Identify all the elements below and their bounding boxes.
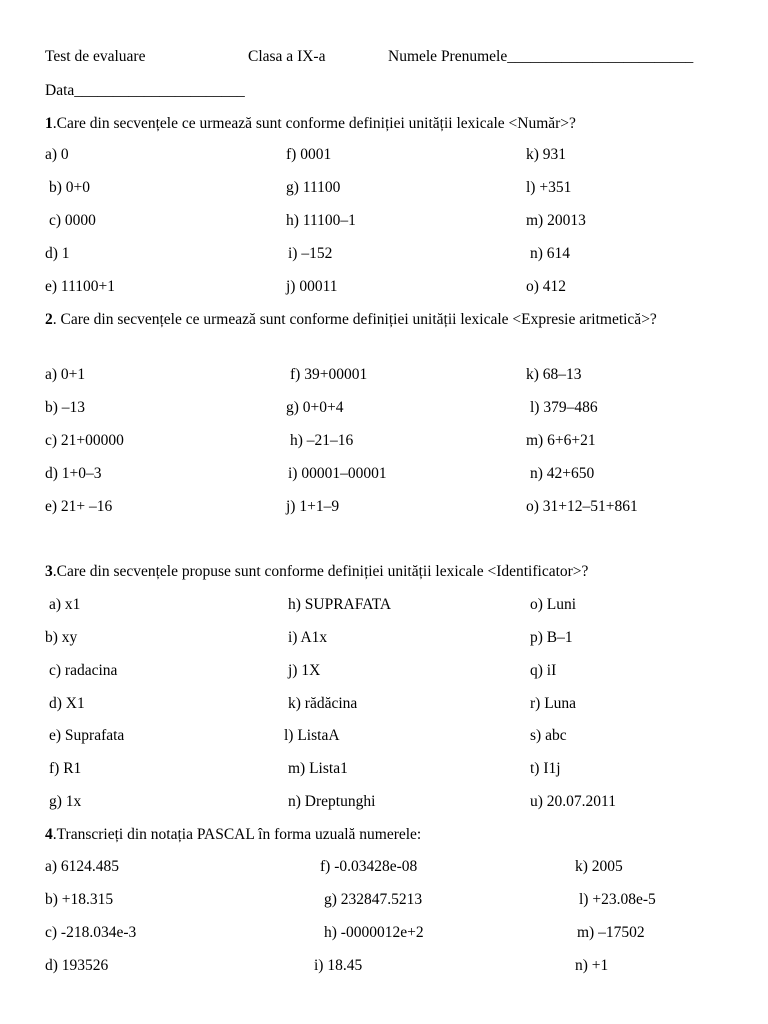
question-text: .Care din secvențele ce urmează sunt conforme definiției unității lexicale <Număr>?: [52, 115, 576, 132]
option: n) +1: [575, 957, 609, 974]
option: s) abc: [530, 727, 567, 744]
option: b) +18.315: [45, 891, 114, 908]
option: e) Suprafata: [49, 727, 125, 744]
option: a) x1: [49, 596, 81, 613]
option: n) Dreptunghi: [288, 793, 376, 810]
option: h) -0000012e+2: [324, 924, 424, 941]
option: q) iI: [530, 662, 557, 679]
option: h) SUPRAFATA: [288, 596, 392, 613]
option: o) 31+12–51+861: [526, 498, 638, 515]
option: k) rădăcina: [288, 695, 358, 712]
option: h) –21–16: [290, 432, 354, 449]
option: c) -218.034e-3: [45, 924, 137, 941]
option: i) 18.45: [314, 957, 363, 974]
option: p) B–1: [530, 629, 573, 646]
option: d) 1+0–3: [45, 465, 102, 482]
option: e) 11100+1: [45, 278, 116, 295]
option: j) 1+1–9: [286, 498, 340, 515]
option: m) 6+6+21: [526, 432, 596, 449]
question-4-title: [45, 824, 725, 846]
option: m) Lista1: [288, 760, 348, 777]
question-text: .Care din secvențele propuse sunt conforme definiției unității lexicale <Identificator>?: [52, 563, 589, 580]
option: h) 11100–1: [286, 212, 356, 229]
option: o) Luni: [530, 596, 577, 613]
option: d) X1: [49, 695, 85, 712]
question-text: . Care din secvențele ce urmează sunt conforme definiției unității lexicale <Expresie aritmetică>?: [52, 311, 657, 328]
name-field-label: Numele Prenumele________________________: [388, 48, 694, 65]
option: k) 2005: [575, 858, 623, 875]
option: g) 0+0+4: [286, 399, 344, 416]
date-field-label: Data______________________: [45, 82, 245, 99]
option: l) +351: [526, 179, 572, 196]
option: e) 21+ –16: [45, 498, 113, 515]
option: d) 1: [45, 245, 70, 262]
option: a) 6124.485: [45, 858, 120, 875]
option: l) ListaA: [284, 727, 340, 744]
option: l) 379–486: [530, 399, 598, 416]
option: k) 931: [526, 146, 567, 163]
option: c) 0000: [49, 212, 96, 229]
question-2-title: [45, 309, 725, 331]
option: b) –13: [45, 399, 86, 416]
option: c) 21+00000: [45, 432, 124, 449]
question-number: 3: [45, 563, 53, 580]
option: g) 232847.5213: [324, 891, 423, 908]
option: g) 11100: [286, 179, 341, 196]
question-3-title: [45, 561, 725, 583]
option: o) 412: [526, 278, 567, 295]
option: f) -0.03428e-08: [320, 858, 418, 875]
option: f) R1: [49, 760, 82, 777]
option: t) I1j: [530, 760, 561, 777]
option: b) 0+0: [49, 179, 91, 196]
question-number: 1: [45, 115, 53, 132]
question-number: 4: [45, 826, 53, 843]
option: d) 193526: [45, 957, 109, 974]
question-number: 2: [45, 311, 53, 328]
question-1-title: [45, 113, 725, 135]
option: k) 68–13: [526, 366, 582, 383]
option: f) 0001: [286, 146, 332, 163]
option: r) Luna: [530, 695, 577, 712]
option: a) 0: [45, 146, 69, 163]
option: u) 20.07.2011: [530, 793, 616, 810]
test-label: Test de evaluare: [45, 48, 146, 65]
option: m) –17502: [577, 924, 645, 941]
option: c) radacina: [49, 662, 118, 679]
option: j) 1X: [288, 662, 321, 679]
option: n) 614: [530, 245, 571, 262]
option: l) +23.08e-5: [579, 891, 656, 908]
option: m) 20013: [526, 212, 586, 229]
option: i) A1x: [288, 629, 328, 646]
option: a) 0+1: [45, 366, 86, 383]
option: g) 1x: [49, 793, 82, 810]
question-text: .Transcrieți din notația PASCAL în forma uzuală numerele:: [52, 826, 422, 843]
option: i) –152: [288, 245, 333, 262]
option: f) 39+00001: [290, 366, 368, 383]
option: n) 42+650: [530, 465, 595, 482]
option: b) xy: [45, 629, 78, 646]
option: j) 00011: [286, 278, 338, 295]
option: i) 00001–00001: [288, 465, 387, 482]
class-label: Clasa a IX-a: [248, 48, 326, 65]
